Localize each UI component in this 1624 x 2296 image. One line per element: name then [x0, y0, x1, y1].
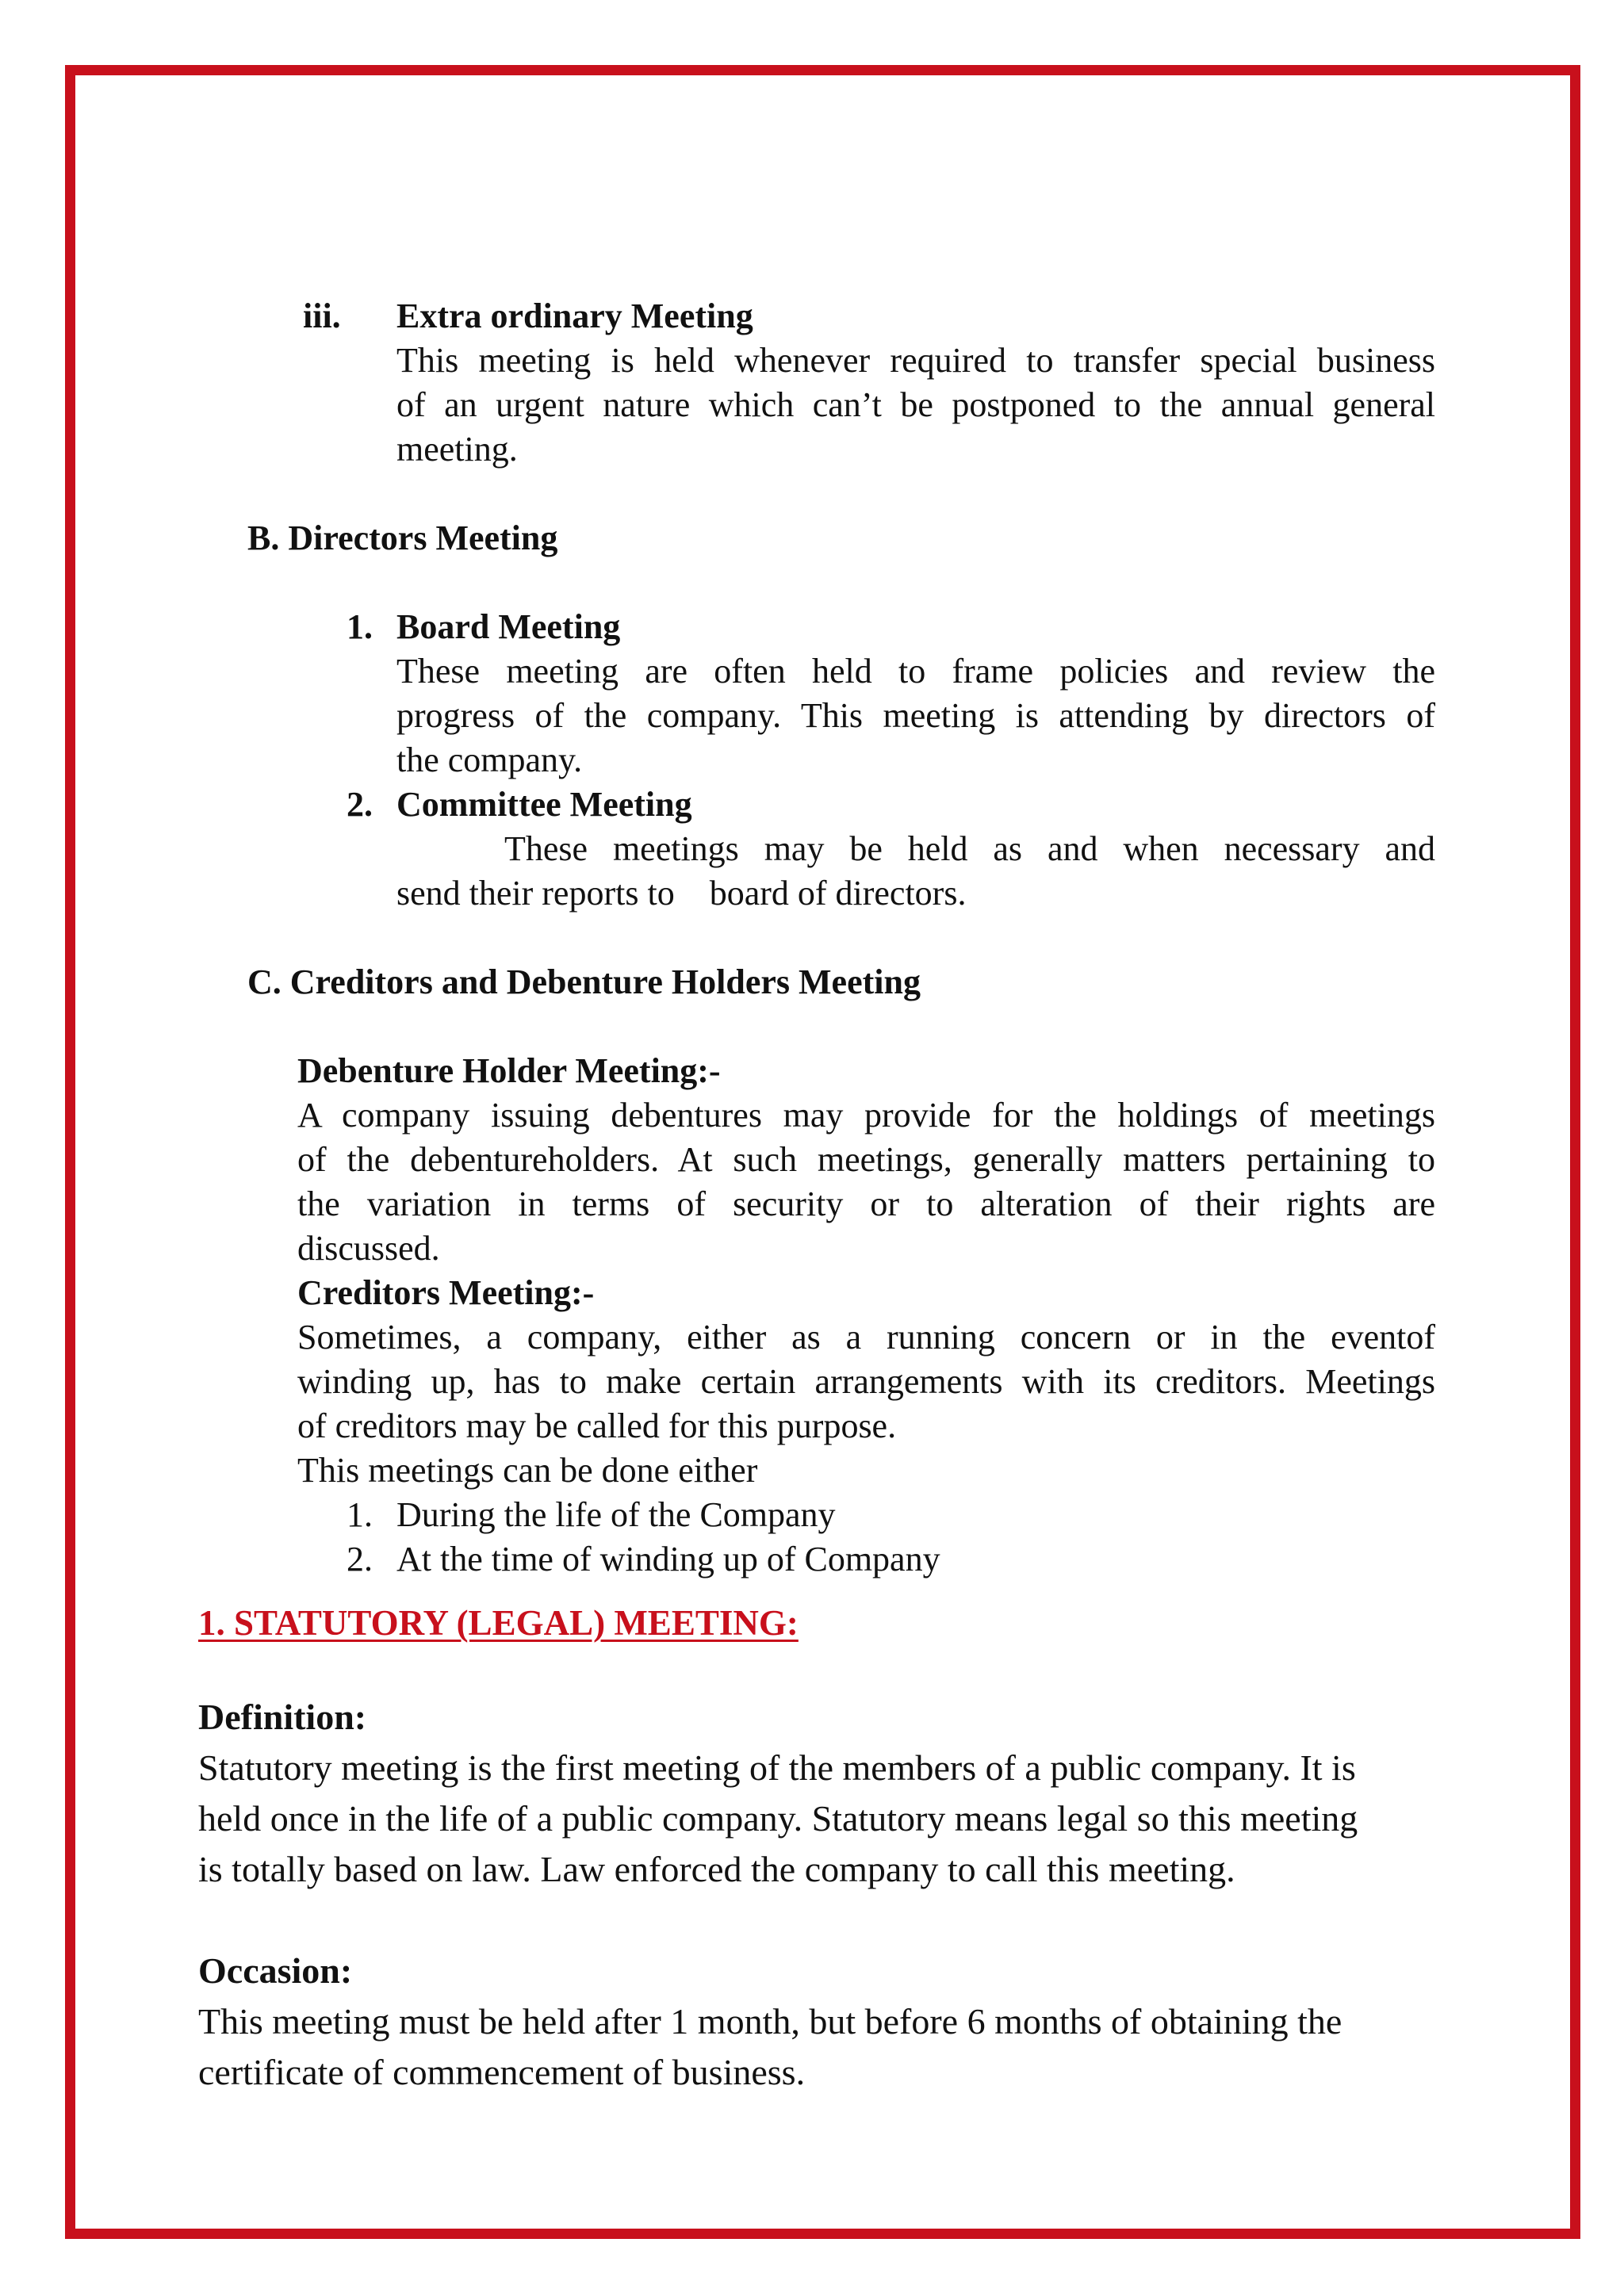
board-meeting-line-3: the company.: [396, 740, 583, 779]
list-item-number: 2.: [347, 1540, 373, 1578]
creditors-line-3: of creditors may be called for this purpose.: [297, 1406, 897, 1445]
debenture-line-1: A company issuing debentures may provide for the holdings of meetings: [297, 1096, 1435, 1135]
debenture-line-4: discussed.: [297, 1229, 440, 1268]
definition-label: Definition:: [198, 1697, 367, 1737]
debenture-line-2: of the debentureholders. At such meetings, generally matters pertaining to: [297, 1140, 1435, 1179]
directors-meeting-heading: B. Directors Meeting: [247, 519, 558, 557]
definition-line-2: held once in the life of a public company. Statutory means legal so this meeting: [198, 1798, 1358, 1839]
list-item-number: 1.: [347, 1495, 373, 1534]
extraordinary-line-3: meeting.: [396, 430, 518, 469]
board-meeting-line-2: progress of the company. This meeting is attending by directors of: [396, 696, 1435, 735]
board-meeting-title: Board Meeting: [396, 607, 621, 646]
committee-meeting-title: Committee Meeting: [396, 785, 692, 824]
creditors-meeting-title: Creditors Meeting:-: [297, 1273, 595, 1312]
list-item: During the life of the Company: [396, 1495, 836, 1534]
committee-meeting-line-1: These meetings may be held as and when necessary and: [504, 829, 1435, 868]
committee-meeting-number: 2.: [347, 785, 373, 824]
board-meeting-line-1: These meeting are often held to frame policies and review the: [396, 652, 1435, 691]
statutory-meeting-heading: 1. STATUTORY (LEGAL) MEETING:: [198, 1603, 799, 1643]
occasion-label: Occasion:: [198, 1950, 353, 1991]
board-meeting-number: 1.: [347, 607, 373, 646]
extraordinary-meeting-title: Extra ordinary Meeting: [396, 297, 753, 335]
extraordinary-line-1: This meeting is held whenever required to transfer special business: [396, 341, 1435, 380]
list-item: At the time of winding up of Company: [396, 1540, 940, 1578]
committee-meeting-line-2: send their reports to board of directors.: [396, 874, 967, 913]
creditors-meeting-heading: C. Creditors and Debenture Holders Meeting: [247, 962, 921, 1001]
creditors-line-2: winding up, has to make certain arrangements with its creditors. Meetings: [297, 1362, 1435, 1401]
definition-line-3: is totally based on law. Law enforced the company to call this meeting.: [198, 1849, 1235, 1889]
creditors-line-1: Sometimes, a company, either as a running concern or in the eventof: [297, 1318, 1435, 1357]
extraordinary-line-2: of an urgent nature which can’t be postponed to the annual general: [396, 385, 1435, 424]
debenture-holder-meeting-title: Debenture Holder Meeting:-: [297, 1051, 721, 1090]
occasion-line-2: certificate of commencement of business.: [198, 2052, 806, 2092]
occasion-line-1: This meeting must be held after 1 month, but before 6 months of obtaining the: [198, 2001, 1342, 2042]
debenture-line-3: the variation in terms of security or to alteration of their rights are: [297, 1184, 1435, 1223]
item-number-iii: iii.: [303, 297, 341, 335]
creditors-line-4: This meetings can be done either: [297, 1451, 758, 1490]
definition-line-1: Statutory meeting is the first meeting of the members of a public company. It is: [198, 1747, 1356, 1788]
